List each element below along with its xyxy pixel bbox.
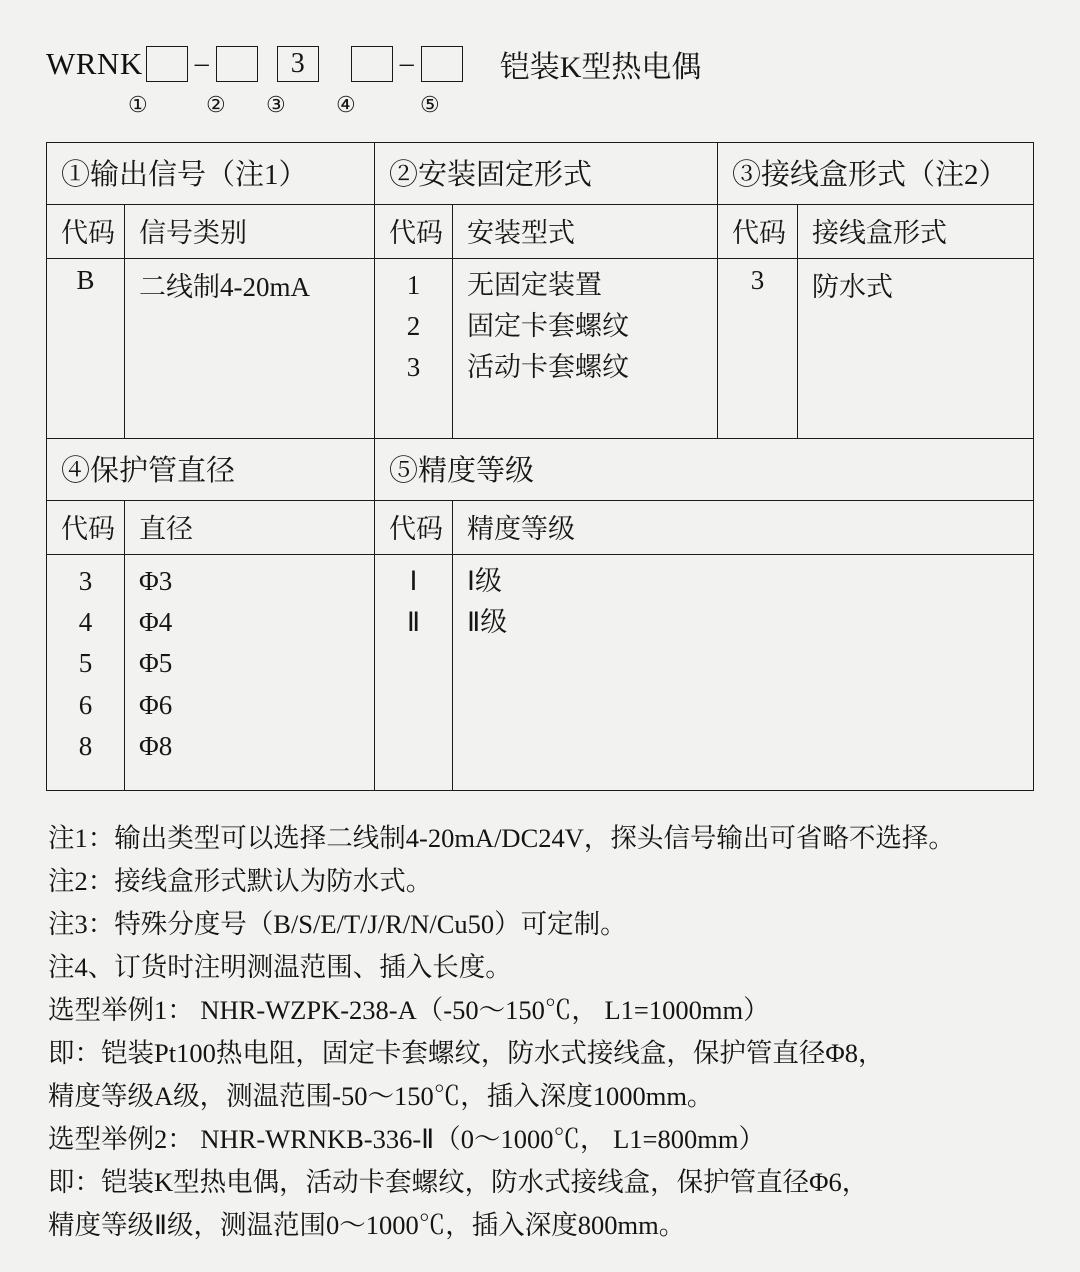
cell-name-5-0: Ⅰ级 (467, 566, 502, 597)
cell-code-group-5 (375, 555, 453, 791)
code-box-1[interactable] (146, 46, 188, 82)
model-code-description: 铠装K型热电偶 (499, 51, 702, 84)
cell-code-group-2 (375, 259, 453, 440)
code-box-2[interactable] (216, 46, 258, 82)
cell-name-4-4: Φ8 (139, 730, 173, 761)
marker-3: ③ (266, 92, 286, 117)
example-1-line-2: 精度等级A级，测温范围-50～150℃，插入深度1000mm。 (48, 1080, 714, 1111)
table-row (47, 555, 1034, 791)
col-header-name-2: 安装型式 (453, 205, 718, 259)
section-title-4: ④保护管直径 (47, 439, 375, 501)
code-box-4[interactable] (351, 46, 393, 82)
cell-name-3-0: 防水式 (798, 259, 1034, 440)
cell-code-2-1: 2 (406, 311, 421, 342)
col-header-name-3: 接线盒形式 (798, 205, 1034, 259)
cell-name-group-2 (453, 259, 718, 440)
cell-code-4-3: 6 (78, 689, 93, 720)
marker-5: ⑤ (420, 92, 440, 117)
example-1-line-1: 即：铠装Pt100热电阻，固定卡套螺纹，防水式接线盒，保护管直径Φ8， (48, 1038, 885, 1069)
table-row (47, 259, 1034, 440)
note-1: 注1：输出类型可以选择二线制4-20mA/DC24V，探头信号输出可省略不选择。 (48, 823, 955, 854)
cell-name-group-4 (125, 555, 375, 791)
spec-table-bottom (46, 438, 1034, 791)
example-1-title: 选型举例1： NHR-WZPK-238-A（-50～150℃， L1=1000mm） (48, 995, 770, 1026)
cell-code-2-0: 1 (406, 270, 421, 300)
example-2-line-2: 精度等级Ⅱ级，测温范围0～1000℃，插入深度800mm。 (48, 1209, 686, 1240)
cell-code-3-0: 3 (718, 259, 798, 440)
note-2: 注2：接线盒形式默认为防水式。 (48, 866, 433, 897)
col-header-name-4: 直径 (125, 501, 375, 555)
notes-block (48, 817, 1034, 1246)
table-row (47, 501, 1034, 555)
cell-code-group-4 (47, 555, 125, 791)
col-header-code-1: 代码 (47, 205, 125, 259)
cell-code-4-4: 8 (78, 730, 93, 761)
cell-name-group-5 (453, 555, 1034, 791)
cell-name-4-1: Φ4 (139, 607, 173, 638)
table-row (47, 205, 1034, 259)
model-code-line (46, 36, 1034, 92)
cell-code-4-0: 3 (78, 566, 93, 597)
code-box-3[interactable]: 3 (277, 46, 319, 82)
col-header-name-1: 信号类别 (125, 205, 375, 259)
example-2-line-1: 即：铠装K型热电偶，活动卡套螺纹，防水式接线盒，保护管直径Φ6， (48, 1166, 869, 1197)
spec-table-top (46, 142, 1034, 440)
cell-name-4-2: Φ5 (139, 648, 173, 679)
section-title-1: ①输出信号（注1） (47, 143, 375, 205)
cell-name-4-0: Φ3 (139, 566, 173, 597)
marker-4: ④ (336, 92, 356, 117)
col-header-code-4: 代码 (47, 501, 125, 555)
cell-name-2-1: 固定卡套螺纹 (467, 311, 630, 342)
cell-name-2-0: 无固定装置 (467, 270, 603, 300)
model-selection-document (0, 36, 1080, 1272)
cell-name-5-1: Ⅱ级 (467, 607, 508, 638)
cell-name-4-3: Φ6 (139, 689, 173, 720)
table-row (47, 439, 1034, 501)
cell-code-5-0: Ⅰ (409, 566, 418, 597)
cell-code-4-2: 5 (78, 648, 93, 679)
example-2-title: 选型举例2： NHR-WRNKB-336-Ⅱ（0～1000℃， L1=800mm） (48, 1123, 765, 1154)
section-title-3: ③接线盒形式（注2） (718, 143, 1034, 205)
col-header-code-2: 代码 (375, 205, 453, 259)
table-row (47, 143, 1034, 205)
col-header-name-5: 精度等级 (453, 501, 1034, 555)
cell-name-2-2: 活动卡套螺纹 (467, 352, 630, 383)
section-title-5: ⑤精度等级 (375, 439, 1034, 501)
cell-code-1-0: B (47, 259, 125, 440)
marker-2: ② (206, 92, 226, 117)
marker-1: ① (128, 92, 148, 117)
cell-code-2-2: 3 (406, 352, 421, 383)
cell-code-4-1: 4 (78, 607, 93, 638)
note-3: 注3：特殊分度号（B/S/E/T/J/R/N/Cu50）可定制。 (48, 909, 627, 940)
section-title-2: ②安装固定形式 (375, 143, 718, 205)
col-header-code-5: 代码 (375, 501, 453, 555)
note-4: 注4、订货时注明测温范围、插入长度。 (48, 952, 512, 983)
model-code-prefix: WRNK (46, 46, 143, 81)
cell-name-1-0: 二线制4-20mA (125, 259, 375, 440)
code-dash-2: – (399, 48, 414, 79)
code-dash-1: – (194, 48, 209, 79)
cell-code-5-1: Ⅱ (406, 607, 421, 638)
marker-row (46, 92, 1034, 126)
code-box-5[interactable] (421, 46, 463, 82)
col-header-code-3: 代码 (718, 205, 798, 259)
